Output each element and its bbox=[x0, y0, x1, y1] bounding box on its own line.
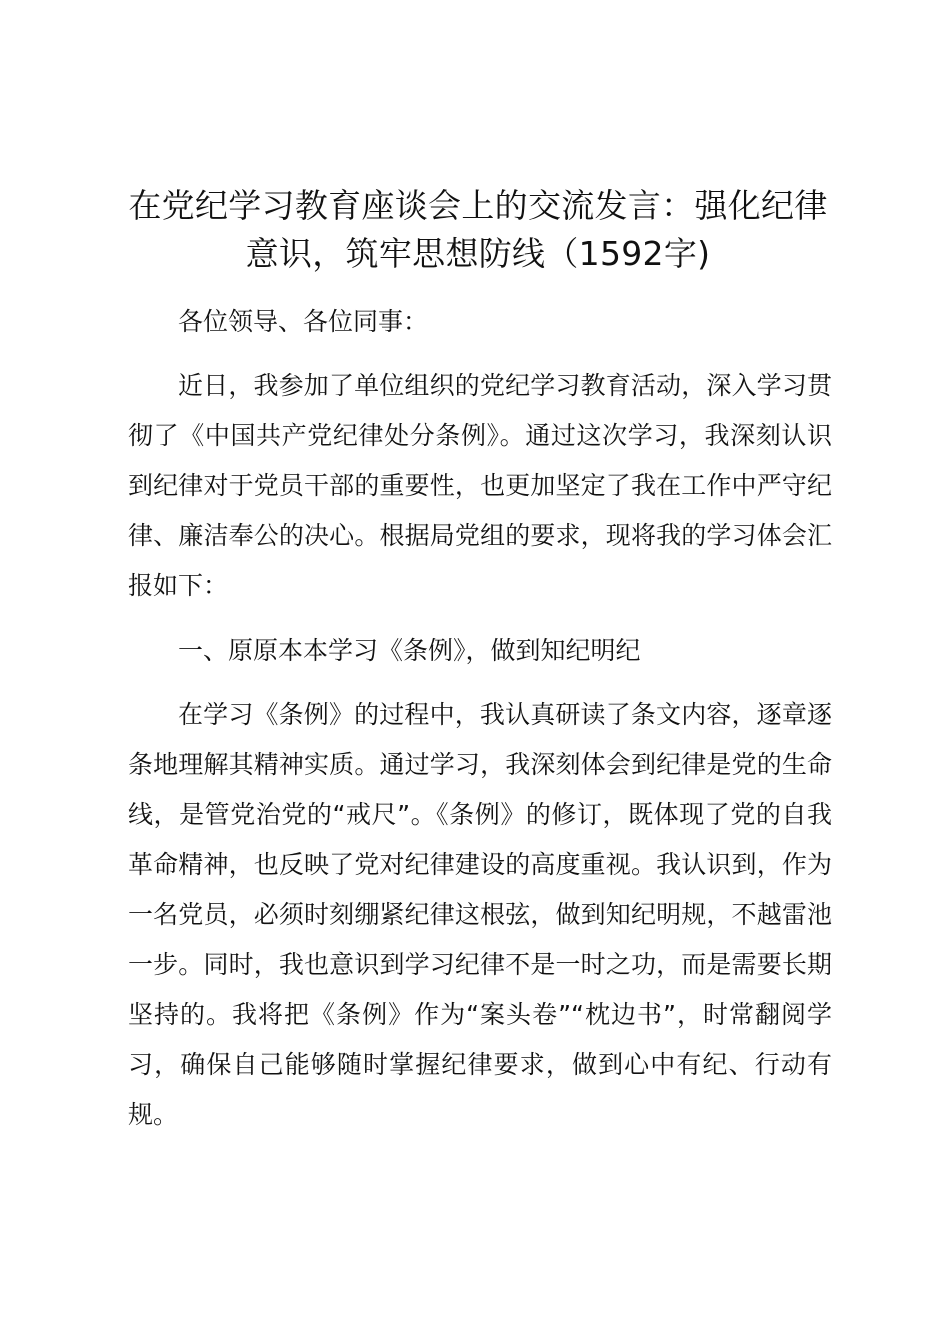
paragraph-intro: 近日，我参加了单位组织的党纪学习教育活动，深入学习贯彻了《中国共产党纪律处分条例》。通过这次学习，我深刻认识到纪律对于党员干部的重要性，也更加坚定了我在工作中严守纪律、廉洁奉公的决心。根据局党组的要求，现将我的学习体会汇报如下： bbox=[128, 371, 832, 600]
paragraph-study: 在学习《条例》的过程中，我认真研读了条文内容，逐章逐条地理解其精神实质。通过学习，我深刻体会到纪律是党的生命线，是管党治党的“戒尺”。《条例》的修订，既体现了党的自我革命精神，也反映了党对纪律建设的高度重视。我认识到，作为一名党员，必须时刻绷紧纪律这根弦，做到知纪明规，不越雷池一步。同时，我也意识到学习纪律不是一时之功，而是需要长期坚持的。我将把《条例》作为“案头卷”“枕边书”，时常翻阅学习，确保自己能够随时掌握纪律要求，做到心中有纪、行动有规。 bbox=[128, 700, 832, 1129]
section-heading: 一、原原本本学习《条例》，做到知纪明纪 bbox=[178, 636, 641, 665]
salutation: 各位领导、各位同事： bbox=[178, 307, 429, 336]
document-title: 在党纪学习教育座谈会上的交流发言：强化纪律意识，筑牢思想防线（1592字) bbox=[128, 186, 828, 273]
